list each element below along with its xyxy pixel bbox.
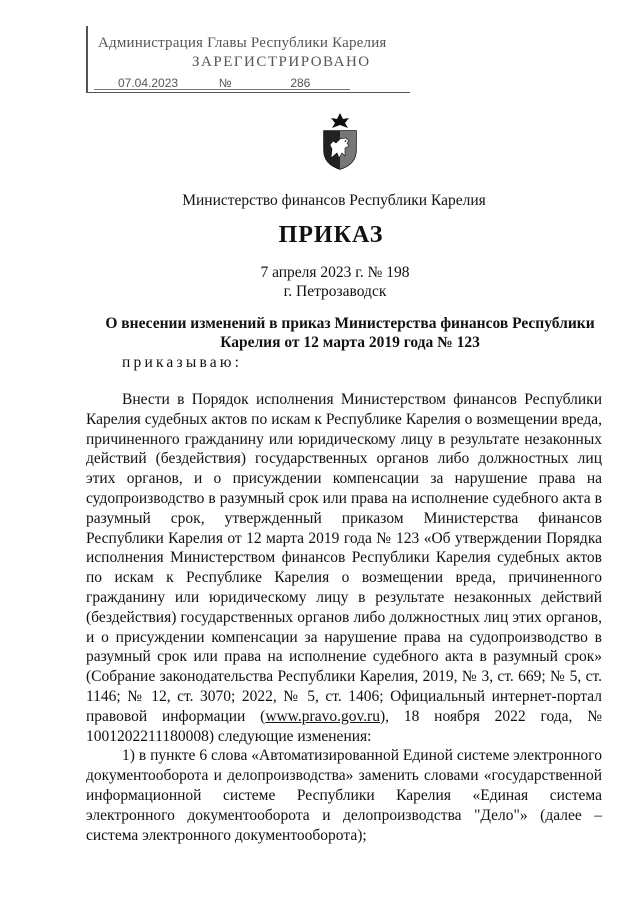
stamp-organization: Администрация Главы Республики Карелия	[98, 35, 387, 51]
stamp-registered: ЗАРЕГИСТРИРОВАНО	[192, 54, 371, 70]
stamp-number-label: №	[218, 76, 232, 90]
body-paragraph-1	[86, 390, 602, 746]
registration-stamp	[86, 26, 410, 93]
stamp-underline	[94, 89, 350, 90]
pravo-gov-link[interactable]: www.pravo.gov.ru	[265, 707, 380, 725]
body-paragraph-2: 1) в пункте 6 слова «Автоматизированной Единой системе электронного документооборота и делопроизводства» заменить словами «государственной информационной системе Республики Карелия «Единая система электронного документооборота и делопроизводства "Дело"» (далее – система электронного документооборота);	[86, 747, 602, 844]
order-city: г. Петрозаводск	[283, 283, 387, 300]
ministry-name: Министерство финансов Республики Карелия	[182, 192, 486, 209]
order-date-number: 7 апреля 2023 г. № 198	[260, 264, 410, 281]
karelia-coat-of-arms-icon	[320, 112, 360, 170]
stamp-number: 286	[290, 76, 311, 90]
stamp-date: 07.04.2023	[118, 76, 179, 90]
stamp-reg-line	[118, 76, 310, 90]
document-title: ПРИКАЗ	[278, 222, 384, 248]
paragraph-1-text-start: Внести в Порядок исполнения Министерством финансов Республики Карелия судебных актов по искам к Республике Карелия о возмещении вреда, причиненного гражданину или юридическому лицу в результате незаконных действий (бездействия) государственных органов либо должностных лиц этих органов, и о присуждении компенсации за нарушение права на судопроизводство в разумный срок или права на исполнение судебного акта в разумный срок, утвержденный приказом Министерства финансов Республики Карелия от 12 марта 2019 года № 123 «Об утверждении Порядка исполнения Министерством финансов Республики Карелия судебных актов по искам к Республике Карелия о возмещении вреда, причиненного гражданину или юридическому лицу в результате незаконных действий (бездействия) государственных органов либо должностных лиц этих органов, и о присуждении компенсации за нарушение права на судопроизводство в разумный срок или права на исполнение судебного акта в разумный срок» (Собрание законодательства Республики Карелия, 2019, № 3, ст. 669; № 5, ст. 1146; № 12, ст. 3070; 2022, № 5, ст. 1406; Официальный интернет-портал правовой информации (	[86, 391, 602, 725]
paragraph-1-text-end: ), 18 ноября 2022 года, № 1001202211180008) следующие изменения:	[86, 707, 602, 745]
order-word: приказываю:	[122, 354, 243, 371]
document-body	[86, 390, 602, 845]
order-subject: О внесении изменений в приказ Министерства финансов Республики Карелия от 12 марта 2019 года № 123	[105, 315, 595, 351]
